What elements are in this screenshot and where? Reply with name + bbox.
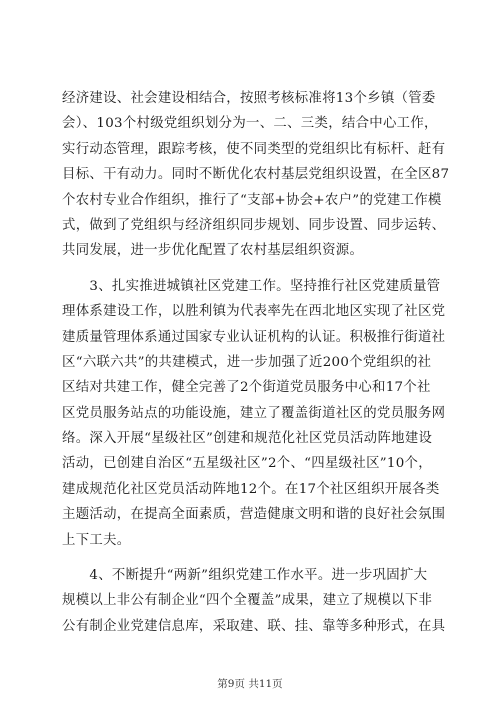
text-line: 4、不断提升“两新”组织党建工作水平。进一步巩固扩大 [62, 568, 428, 584]
text-line: 活动，已创建自治区“五星级社区”2个、“四星级社区”10个， [62, 456, 432, 472]
text-line: 建成规范化社区党员活动阵地12个。在17个社区组织开展各类 [62, 481, 440, 497]
paragraph-2 [62, 274, 446, 553]
text-line: 式，做到了党组织与经济组织同步规划、同步设置、同步运转、 [62, 217, 446, 233]
text-line: 建质量管理体系通过国家专业认证机构的认证。积极推行街道社 [62, 329, 446, 345]
text-line: 公有制企业党建信息库，采取建、联、挂、靠等多种形式，在具 [62, 618, 446, 634]
text-line: 会）、103个村级党组织划分为一、二、三类，结合中心工作， [62, 116, 438, 132]
text-line: 络。深入开展“星级社区”创建和规范化社区党员活动阵地建设 [62, 431, 433, 447]
text-line: 经济建设、社会建设相结合，按照考核标准将13个乡镇（管委 [62, 91, 436, 106]
body-text [62, 86, 450, 639]
text-line: 上下工夫。 [62, 532, 131, 548]
text-line: 实行动态管理，跟踪考核，使不同类型的党组织比有标杆、赶有 [62, 141, 446, 157]
text-line: 共同发展，进一步优化配置了农村基层组织资源。 [62, 243, 364, 259]
paragraph-1 [62, 86, 450, 264]
text-line: 目标、干有动力。同时不断优化农村基层党组织设置，在全区87 [62, 167, 450, 183]
text-line: 理体系建设工作，以胜利镇为代表率先在西北地区实现了社区党 [62, 304, 446, 320]
paragraph-3 [62, 563, 446, 639]
text-line: 主题活动，在提高全面素质，营造健康文明和谐的良好社会氛围 [62, 507, 446, 523]
page-footer: 第9页 共11页 [217, 678, 283, 690]
text-line: 规模以上非公有制企业“四个全覆盖”成果，建立了规模以下非 [62, 593, 433, 609]
text-line: 区“六联六共”的共建模式，进一步加强了近200个党组织的社 [62, 354, 432, 370]
text-line: 个农村专业合作组织，推行了“支部+协会+农户”的党建工作模 [62, 192, 442, 208]
text-line: 3、扎实推进城镇社区党建工作。坚持推行社区党建质量管 [62, 278, 441, 294]
text-line: 区结对共建工作，健全完善了2个街道党员服务中心和17个社 [62, 380, 431, 396]
text-line: 区党员服务站点的功能设施，建立了覆盖街道社区的党员服务网 [62, 405, 446, 421]
